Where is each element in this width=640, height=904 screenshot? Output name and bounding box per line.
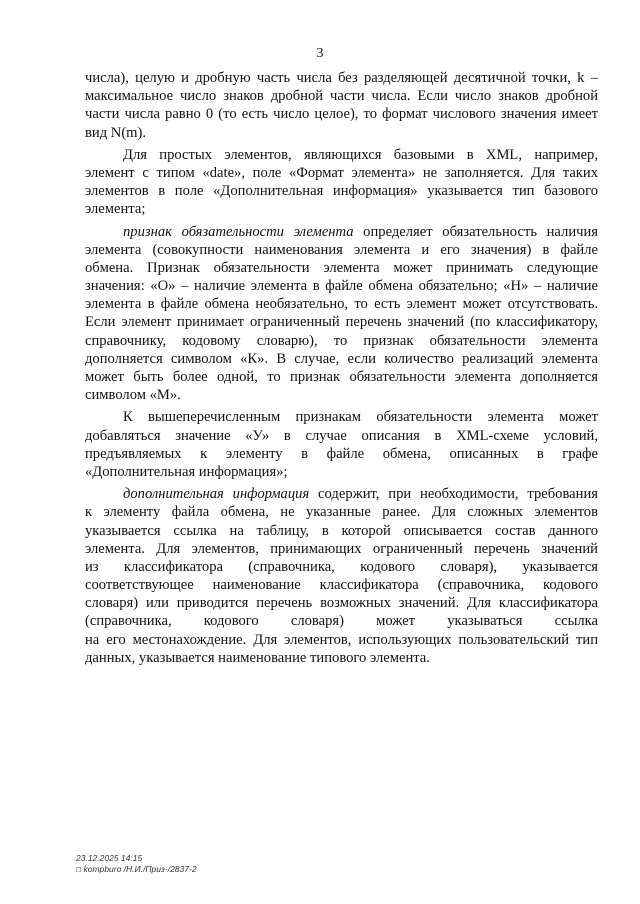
paragraph bbox=[85, 146, 598, 219]
text-line: значения: «О» – наличие элемента в файле обмена обязательно; «Н» – наличие bbox=[85, 278, 598, 295]
text-line: элемента в файле обмена необязательно, то есть элемент может отсутствовать. bbox=[85, 296, 598, 313]
text-line: элемента (совокупности наименования элемента и его значения) в файле bbox=[85, 241, 598, 258]
italic-term: признак обязательности элемента bbox=[123, 223, 354, 240]
text-line: элемент с типом «date», поле «Формат элемента» не заполняется. Для таких bbox=[85, 164, 598, 181]
text-line: максимальное число знаков дробной части числа. Если число знаков дробной bbox=[85, 88, 598, 105]
line-text: определяет обязательность наличия bbox=[353, 223, 598, 240]
paragraph bbox=[85, 485, 598, 667]
document-body bbox=[85, 69, 598, 667]
line-text: содержит, при необходимости, требования bbox=[309, 486, 598, 503]
text-line: к элементу файла обмена, не указанные ранее. Для сложных элементов bbox=[85, 504, 598, 521]
paragraph bbox=[85, 223, 598, 405]
text-line: добавляться значение «У» в случае описания в XML-схеме условий, bbox=[85, 427, 598, 444]
italic-term: дополнительная информация bbox=[123, 486, 310, 503]
text-line: (справочника, кодового словаря) может указываться ссылка bbox=[85, 613, 598, 630]
text-line: Если элемент принимает ограниченный перечень значений (по классификатору, bbox=[85, 314, 598, 331]
text-line: справочнику, кодовому словарю), то признак обязательности элемента bbox=[85, 332, 598, 349]
text-line: «Дополнительная информация»; bbox=[85, 463, 288, 480]
text-line: предъявляемых к элементу в файле обмена, описанных в графе bbox=[85, 445, 598, 462]
footer-timestamp: 23.12.2025 14:15 bbox=[76, 853, 143, 863]
footer-path: □ kompburo /Н.И./Приз-/2837-2 bbox=[76, 864, 197, 874]
text-line: Для простых элементов, являющихся базовыми в XML, например, bbox=[123, 146, 598, 163]
page-number: 3 bbox=[316, 46, 324, 61]
text-line: словаря) или приводится перечень возможных значений. Для классификатора bbox=[85, 595, 598, 612]
text-line: может быть более одной, то признак обязательности элемента дополняется bbox=[85, 369, 598, 385]
text-line: числа), целую и дробную часть числа без разделяющей десятичной точки, k – bbox=[85, 70, 598, 86]
text-line: элемента; bbox=[85, 201, 146, 218]
text-line: соответствующее наименование классификатора (справочника, кодового bbox=[85, 577, 598, 594]
text-line: части числа равно 0 (то есть число целое), то формат числового значения имеет bbox=[85, 106, 598, 123]
text-line: из классификатора (справочника, кодового словаря), указывается bbox=[85, 558, 598, 575]
text-line: элемента. Для элементов, принимающих ограниченный перечень значений bbox=[85, 540, 598, 557]
text-line bbox=[85, 485, 598, 503]
text-line: вид N(m). bbox=[85, 124, 147, 141]
text-line: обмена. Признак обязательности элемента может принимать следующие bbox=[85, 259, 598, 276]
text-line: элементов в поле «Дополнительная информация» указывается тип базового bbox=[85, 183, 598, 200]
text-line: на его местонахождение. Для элементов, использующих пользовательский тип bbox=[85, 631, 598, 648]
text-line: указывается ссылка на таблицу, в которой описывается состав данного bbox=[85, 522, 598, 539]
text-line: данных, указывается наименование типового элемента. bbox=[85, 649, 430, 666]
document-footer bbox=[76, 853, 197, 875]
text-line: К вышеперечисленным признакам обязательности элемента может bbox=[123, 409, 598, 426]
text-line: дополняется символом «К». В случае, если количество реализаций элемента bbox=[85, 350, 598, 367]
paragraph bbox=[85, 69, 598, 142]
text-line bbox=[85, 223, 598, 241]
paragraph bbox=[85, 408, 598, 481]
text-line: символом «М». bbox=[85, 387, 181, 404]
